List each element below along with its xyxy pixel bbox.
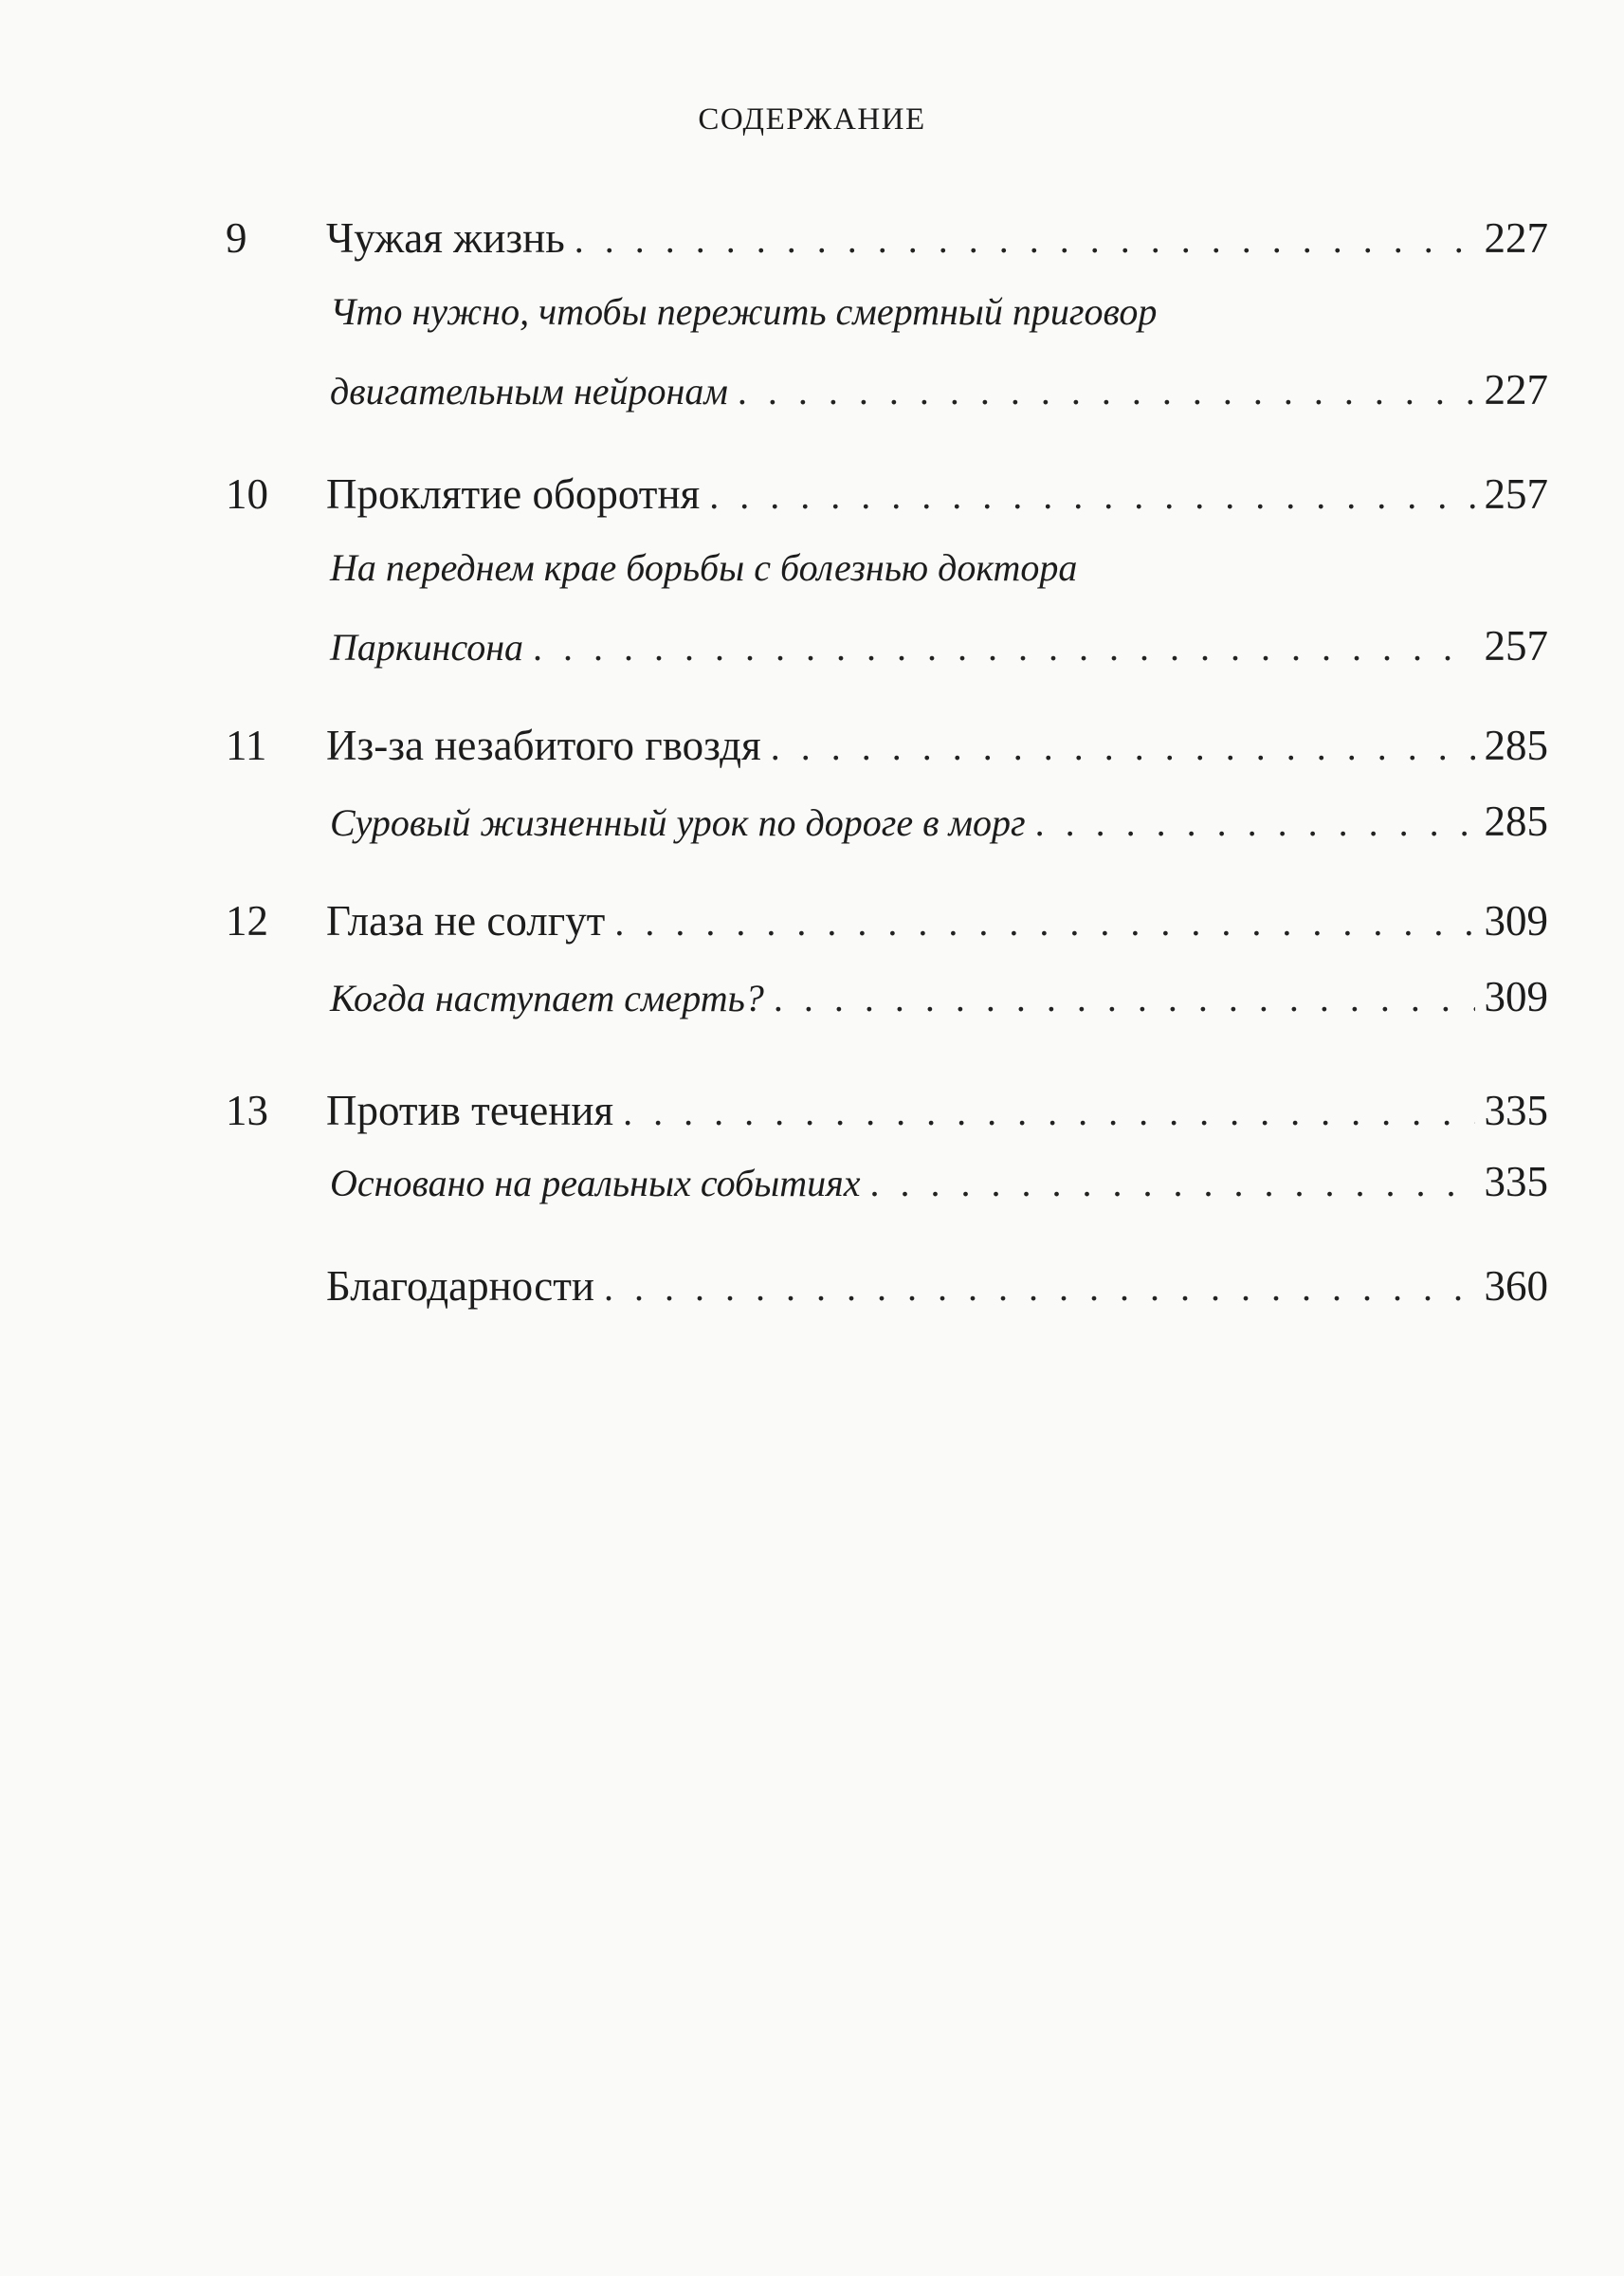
page-number: 360 — [1484, 1262, 1548, 1310]
chapter-subtitle: Что нужно, чтобы пережить смертный приговор — [330, 290, 1158, 333]
dot-leader — [604, 1265, 1474, 1310]
toc-entry-acknowledgements — [226, 1261, 1548, 1318]
toc-entry-11 — [226, 721, 1548, 778]
chapter-title: Проклятие оборотня — [326, 470, 701, 518]
dot-leader — [709, 473, 1474, 518]
dot-leader — [614, 900, 1474, 945]
chapter-number: 11 — [226, 722, 267, 769]
chapter-title: Против течения — [326, 1087, 614, 1134]
chapter-subtitle: Когда наступает смерть? — [330, 977, 764, 1019]
chapter-number: 10 — [226, 470, 268, 518]
page-number: 335 — [1484, 1087, 1548, 1134]
toc-entry-13 — [226, 1086, 1548, 1143]
page-number: 257 — [1484, 470, 1548, 518]
toc-subtitle-11 — [226, 797, 1548, 854]
chapter-subtitle: Основано на реальных событиях — [330, 1162, 861, 1204]
dot-leader — [771, 725, 1475, 769]
dot-leader — [738, 369, 1475, 413]
toc-entry-12 — [226, 896, 1548, 953]
chapter-subtitle: На переднем крае борьбы с болезнью доктора — [330, 546, 1078, 589]
chapter-number: 12 — [226, 897, 268, 945]
toc-subtitle-10b — [226, 621, 1548, 678]
page-number: 309 — [1484, 897, 1548, 945]
page-number: 285 — [1484, 722, 1548, 769]
toc-subtitle-9a — [226, 289, 1548, 346]
chapter-title: Из-за незабитого гвоздя — [326, 722, 761, 769]
dot-leader — [533, 625, 1474, 670]
toc-subtitle-12 — [226, 972, 1548, 1029]
dot-leader — [774, 976, 1475, 1020]
page-number: 335 — [1484, 1158, 1548, 1205]
toc-subtitle-10a — [226, 545, 1548, 602]
toc-entry-10 — [226, 469, 1548, 526]
chapter-number: 9 — [226, 214, 247, 262]
page-number: 285 — [1484, 798, 1548, 845]
page-header: СОДЕРЖАНИЕ — [698, 102, 926, 137]
page-number: 227 — [1484, 214, 1548, 262]
chapter-subtitle: Паркинсона — [330, 626, 524, 669]
dot-leader — [575, 217, 1475, 262]
dot-leader — [623, 1090, 1474, 1134]
chapter-title: Чужая жизнь — [326, 214, 565, 262]
dot-leader — [1035, 800, 1475, 845]
page-number: 257 — [1484, 622, 1548, 670]
toc-subtitle-9b — [226, 365, 1548, 422]
chapter-number: 13 — [226, 1087, 268, 1134]
page-number: 227 — [1484, 366, 1548, 413]
dot-leader — [870, 1161, 1475, 1205]
page-number: 309 — [1484, 973, 1548, 1020]
acknowledgements-title: Благодарности — [326, 1262, 595, 1310]
toc-subtitle-13 — [226, 1157, 1548, 1214]
chapter-subtitle: Суровый жизненный урок по дороге в морг — [330, 801, 1026, 844]
chapter-title: Глаза не солгут — [326, 897, 606, 945]
chapter-subtitle: двигательным нейронам — [330, 370, 728, 413]
toc-entry-9 — [226, 213, 1548, 270]
